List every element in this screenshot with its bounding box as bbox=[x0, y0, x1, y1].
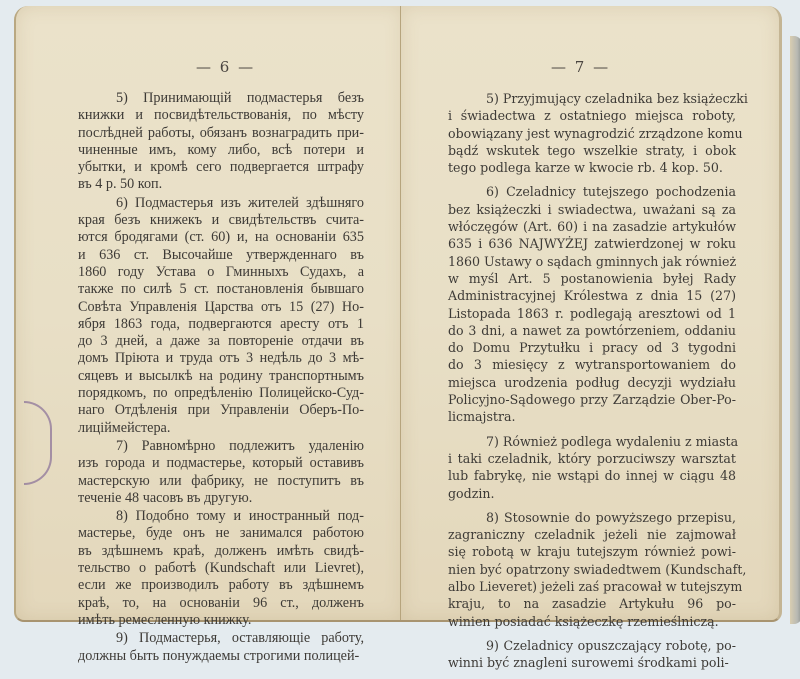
text-line: ются бродягами (ст. 60) и, на основаніи 635 bbox=[78, 229, 364, 246]
left-page-text bbox=[78, 90, 364, 666]
text-line: мастерскую или фабрику, не поступитъ въ bbox=[78, 472, 364, 489]
text-line: do 3 miesięcy z wytransportowaniem do bbox=[448, 357, 736, 373]
paragraph bbox=[78, 508, 364, 629]
text-line: nien być opatrzony swiadedtwem (Kundschaft, bbox=[448, 561, 747, 577]
text-line: изъ города и подмастерье, который оставивъ bbox=[78, 455, 364, 472]
text-line: 7) Равномѣрно подлежитъ удаленію bbox=[116, 437, 364, 454]
paragraph bbox=[448, 183, 736, 425]
text-line: 9) Czeladnicy opuszczający robotę, po- bbox=[486, 637, 736, 653]
text-line: мастерье, буде онъ не занимался работою bbox=[78, 525, 364, 542]
text-line: 6) Подмастерья изъ жителей здѣшняго bbox=[116, 194, 364, 211]
paragraph bbox=[78, 438, 364, 507]
paragraph bbox=[78, 90, 364, 194]
text-line: 5) Принимающій подмастерья безъ bbox=[116, 90, 364, 106]
page-edges bbox=[790, 36, 800, 624]
text-line: убытки, и кромѣ сего подвергается штрафу bbox=[78, 159, 364, 176]
text-line: тельство о работѣ (Kundschaft или Lievret), bbox=[78, 560, 364, 577]
paragraph bbox=[448, 90, 748, 176]
text-line: должны быть понуждаемы строгими полицей- bbox=[78, 647, 360, 664]
text-line: tego podlega karze w kwocie rb. 4 kop. 50. bbox=[448, 160, 723, 176]
text-line: włóczęgów (Art. 60) i na zasadzie artykułów bbox=[448, 219, 736, 235]
text-line: ября 1863 года, подвергаются аресту отъ 1 bbox=[78, 315, 364, 332]
text-line: 9) Подмастерья, оставляющіе работу, bbox=[116, 630, 364, 647]
paragraph bbox=[448, 637, 736, 672]
text-line: winni być znagleni surowemi środkami poli- bbox=[448, 655, 729, 671]
text-line: Listopada 1863 r. podlegają aresztowi od 1 bbox=[448, 305, 736, 321]
text-line: 7) Również podlega wydaleniu z miasta bbox=[486, 433, 739, 449]
text-line: сяцевъ и высылкѣ на родину транспортнымъ bbox=[78, 367, 364, 384]
text-line: zagraniczny czeladnik jeżeli nie zajmował bbox=[448, 527, 736, 543]
text-line: w myśl Art. 5 postanowienia byłej Rady bbox=[448, 270, 736, 286]
text-line: 635 i 636 NAJWYŻEJ zatwierdzonej w roku bbox=[448, 236, 736, 252]
text-line: 5) Przyjmujący czeladnika bez książeczki bbox=[486, 91, 748, 106]
text-line: наго Отдѣленія при Управленіи Оберъ-По- bbox=[78, 402, 364, 419]
text-line: i taki czeladnik, który porzuciwszy warsztat bbox=[448, 450, 736, 466]
text-line: домъ Пріюта и труда отъ 3 недѣль до 3 мѣ- bbox=[78, 350, 364, 367]
text-line: albo Lieveret) jeżeli zaś pracował w tutejszym bbox=[448, 579, 743, 595]
text-line: lub fabrykę, nie wstąpi do innej w ciągu 48 bbox=[448, 468, 736, 484]
text-line: Administracyjnej Królestwa z dnia 15 (27) bbox=[448, 288, 736, 304]
paragraph bbox=[448, 509, 747, 630]
text-line: bez książeczki i swiadectwa, uważani są za bbox=[448, 201, 736, 217]
open-book bbox=[14, 6, 792, 671]
text-line: się robotą w kraju tutejszym również powi- bbox=[448, 544, 736, 560]
paragraph bbox=[448, 433, 739, 502]
text-line: kraju, to na zasadzie Artykułu 96 po- bbox=[448, 596, 736, 612]
text-line: края безъ книжекъ и свидѣтельствъ счита- bbox=[78, 212, 364, 229]
page-number-right: — 7 — bbox=[551, 58, 611, 76]
text-line: do 3 dni, a nawet za powtórzeniem, oddaniu bbox=[448, 322, 736, 338]
left-page bbox=[14, 6, 403, 664]
text-line: теченіе 48 часовъ въ другую. bbox=[78, 489, 253, 506]
text-line: и 636 ст. Высочайше утвержденнаго въ bbox=[78, 246, 364, 263]
text-line: do Domu Przytułku i pracy od 3 tygodni bbox=[448, 340, 736, 356]
text-line: если же производилъ работу въ здѣшнемъ bbox=[78, 577, 364, 594]
text-line: въ 4 р. 50 коп. bbox=[78, 176, 163, 193]
library-stamp bbox=[24, 401, 52, 485]
text-line: winien posiadać książeczkę rzemieślniczą. bbox=[448, 613, 719, 629]
text-line: порядкомъ, по опредѣленію Полицейско-Суд- bbox=[78, 385, 364, 402]
text-line: въ здѣшнемъ краѣ, долженъ имѣть свидѣ- bbox=[78, 542, 364, 559]
text-line: bądź wskutek tego wszelkie straty, i obok bbox=[448, 142, 736, 158]
text-line: 1860 году Устава о Гминныхъ Судахъ, а bbox=[78, 263, 364, 280]
right-page bbox=[401, 6, 782, 671]
text-line: i świadectwa z ostatniego miejsca roboty, bbox=[448, 108, 736, 124]
text-line: 8) Stosownie do powyższego przepisu, bbox=[486, 509, 736, 525]
paragraph bbox=[78, 195, 364, 437]
text-line: послѣдней работы, обязанъ вознаградить при- bbox=[78, 124, 364, 141]
text-line: лиціймейстера. bbox=[78, 419, 171, 436]
paragraph bbox=[78, 630, 364, 665]
text-line: до 3 дней, а даже за повтореніе отдачи въ bbox=[78, 333, 364, 350]
text-line: чиненные имъ, кому либо, всѣ потери и bbox=[78, 141, 364, 158]
text-line: Policyjno-Sądowego przy Zarządzie Ober-Po- bbox=[448, 392, 736, 408]
text-line: licmajstra. bbox=[448, 409, 516, 425]
right-page-text bbox=[448, 90, 748, 679]
text-line: краѣ, то, на основаніи 96 ст., долженъ bbox=[78, 594, 364, 611]
text-line: книжки и посвидѣтельствованія, по мѣсту bbox=[78, 107, 364, 124]
text-line: 1860 Ustawy o sądach gminnych jak również bbox=[448, 253, 737, 269]
text-line: miejsca urodzenia podług decyzji wydziału bbox=[448, 374, 736, 390]
text-line: godzin. bbox=[448, 485, 495, 501]
text-line: также по силѣ 5 ст. постановленія бывшаго bbox=[78, 281, 364, 298]
text-line: 8) Подобно тому и иностранный под- bbox=[116, 508, 364, 525]
text-line: 6) Czeladnicy tutejszego pochodzenia bbox=[486, 184, 736, 200]
text-line: Совѣта Управленія Царства отъ 15 (27) Но- bbox=[78, 298, 364, 315]
page-number-left: — 6 — bbox=[196, 58, 256, 76]
text-line: имѣть ремесленную книжку. bbox=[78, 611, 252, 628]
text-line: obowiązany jest wynagrodzić zrządzone komu bbox=[448, 125, 743, 141]
